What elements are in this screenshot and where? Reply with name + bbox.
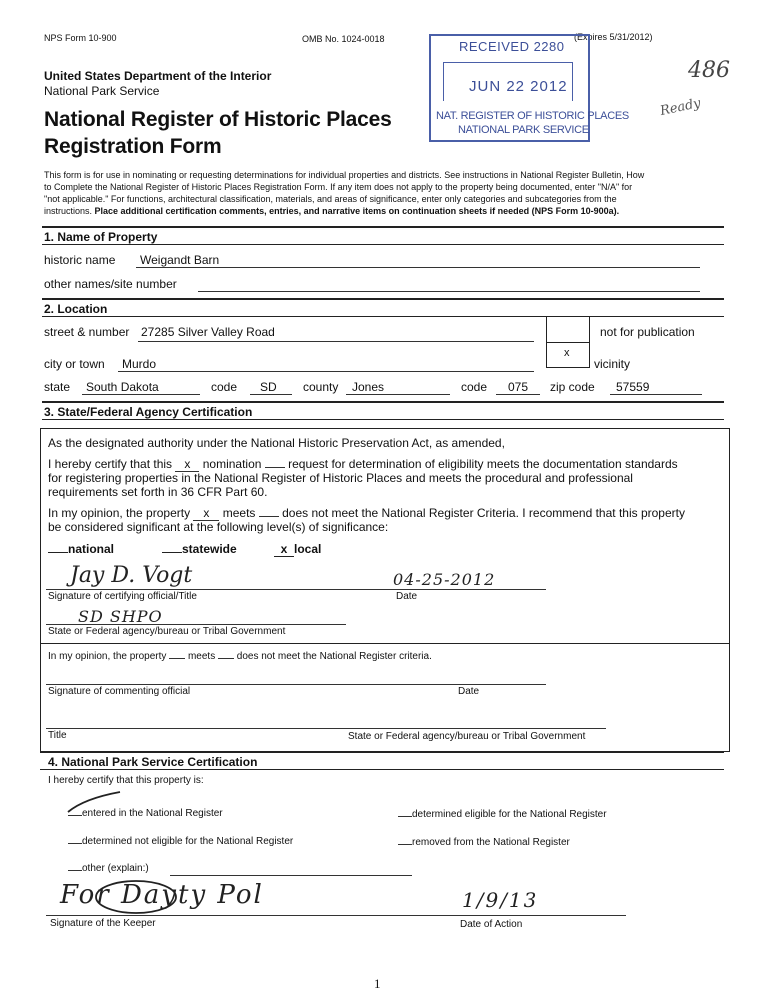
certifying-agency-line xyxy=(46,624,346,625)
certify-request-blank xyxy=(265,467,285,468)
street-line xyxy=(138,341,534,342)
intro-line2: to Complete the National Register of Historic Places Registration Form. If any item does not apply to the property being documented, enter "N/A" for xyxy=(44,182,633,192)
section3-top-rule xyxy=(42,401,724,403)
county-label: county xyxy=(303,380,339,394)
street-label: street & number xyxy=(44,325,130,339)
state-code-line xyxy=(250,394,292,395)
department-name: United States Department of the Interior xyxy=(44,69,272,83)
form-title-line1: National Register of Historic Places xyxy=(44,108,392,131)
removed-label: removed from the National Register xyxy=(412,837,570,848)
entered-label: entered in the National Register xyxy=(82,808,223,819)
certifying-date-label: Date xyxy=(396,591,418,602)
expiration-date: (Expires 5/31/2012) xyxy=(574,32,653,42)
stamp-park-service: NATIONAL PARK SERVICE xyxy=(458,124,589,136)
not-eligible-label: determined not eligible for the National Register xyxy=(82,836,294,847)
certify-post: request for determination of eligibility meets the documentation standards xyxy=(284,457,678,471)
entered-blank xyxy=(68,815,82,816)
section1-bottom-rule xyxy=(42,244,724,245)
street-value: 27285 Silver Valley Road xyxy=(141,325,275,339)
keeper-signature-label: Signature of the Keeper xyxy=(50,918,156,929)
certify-line3: requirements set forth in 36 CFR Part 60. xyxy=(48,485,268,499)
stamp-received: RECEIVED 2280 xyxy=(459,39,565,54)
other-label: other (explain:) xyxy=(82,863,149,874)
section2-top-rule xyxy=(42,298,724,300)
section4-heading: 4. National Park Service Certification xyxy=(48,755,258,769)
commenting-date-label: Date xyxy=(458,686,480,697)
national-blank xyxy=(48,552,68,553)
city-line xyxy=(118,371,534,372)
form-title-line2: Registration Form xyxy=(44,135,222,158)
state-value: South Dakota xyxy=(86,380,159,394)
statewide-blank xyxy=(162,552,182,553)
section1-top-rule xyxy=(42,226,724,228)
certification-divider xyxy=(40,643,729,644)
comment-opinion xyxy=(48,651,432,662)
handwritten-number: 486 xyxy=(688,58,730,83)
other-blank xyxy=(68,870,82,871)
section1-heading: 1. Name of Property xyxy=(44,230,158,244)
stamp-register: NAT. REGISTER OF HISTORIC PLACES xyxy=(436,110,629,122)
publication-checkbox-divider xyxy=(546,342,589,343)
city-label: city or town xyxy=(44,357,105,371)
section2-bottom-rule xyxy=(42,316,724,317)
keeper-signature-line xyxy=(46,915,626,916)
historic-name-line xyxy=(136,267,700,268)
intro-line4-bold: Place additional certification comments, entries, and narrative items on continuation sheets if needed (NPS Form 10-900a). xyxy=(94,206,620,216)
service-name: National Park Service xyxy=(44,84,160,98)
not-eligible-option xyxy=(68,836,293,847)
certifying-agency-label: State or Federal agency/bureau or Tribal Government xyxy=(48,626,286,637)
determined-eligible-option xyxy=(398,809,607,820)
zip-label: zip code xyxy=(550,380,595,394)
certify-line1 xyxy=(48,457,678,472)
zip-line xyxy=(610,394,702,395)
other-explain-line xyxy=(170,875,412,876)
opinion-mid: meets xyxy=(219,506,259,520)
removed-option xyxy=(398,837,570,848)
comment-title-label: Title xyxy=(48,730,67,741)
not-eligible-blank xyxy=(68,843,82,844)
section3-bottom-rule xyxy=(42,419,724,420)
comment-agency-label: State or Federal agency/bureau or Tribal Government xyxy=(348,731,586,742)
commenting-signature-label: Signature of commenting official xyxy=(48,686,191,697)
state-code-value: SD xyxy=(260,380,277,394)
certifying-signature: Jay D. Vogt xyxy=(70,563,193,588)
state-line xyxy=(82,394,200,395)
other-option xyxy=(68,863,149,874)
statewide-label: statewide xyxy=(182,542,237,556)
section4-top-rule xyxy=(40,751,724,753)
handwritten-note: Ready xyxy=(658,95,703,120)
not-for-publication-label: not for publication xyxy=(600,325,695,339)
determined-eligible-label: determined eligible for the National Register xyxy=(412,809,607,820)
action-date-label: Date of Action xyxy=(460,919,523,930)
opinion-pre: In my opinion, the property xyxy=(48,506,194,520)
certifying-agency: SD SHPO xyxy=(78,607,163,626)
opinion-meets-mark: x xyxy=(193,506,219,521)
county-code-value: 075 xyxy=(508,380,529,394)
vicinity-mark: x xyxy=(564,347,570,359)
section2-heading: 2. Location xyxy=(44,302,108,316)
intro-line3: "not applicable." For functions, architectural classification, materials, and areas of significance, enter only categories and subcategories from the xyxy=(44,194,617,204)
authority-text: As the designated authority under the National Historic Preservation Act, as amended, xyxy=(48,436,505,450)
certifying-signature-label: Signature of certifying official/Title xyxy=(48,591,197,602)
intro-line1: This form is for use in nominating or requesting determinations for individual properties and districts. See instructions in National Register Bulletin, How xyxy=(44,170,645,180)
city-value: Murdo xyxy=(122,357,157,371)
certify-pre: I hereby certify that this xyxy=(48,457,176,471)
commenting-signature-line xyxy=(46,684,546,685)
certifying-signature-line xyxy=(46,589,546,590)
local-label: local xyxy=(294,542,322,556)
historic-name-label: historic name xyxy=(44,253,116,267)
keeper-certify-text: I hereby certify that this property is: xyxy=(48,775,204,786)
entered-option xyxy=(68,808,223,819)
comment-opinion-c: does not meet the National Register criteria. xyxy=(233,651,432,662)
comment-meets-blank xyxy=(169,658,185,659)
level-local xyxy=(274,542,321,557)
vicinity-label: vicinity xyxy=(594,357,631,371)
zip-value: 57559 xyxy=(616,380,650,394)
action-date: 1/9/13 xyxy=(462,888,539,912)
county-line xyxy=(346,394,450,395)
certify-line2: for registering properties in the National Register of Historic Places and meets the procedural and professional xyxy=(48,471,633,485)
keeper-signature-loop xyxy=(92,876,182,918)
other-names-label: other names/site number xyxy=(44,277,177,291)
certifying-date: 04-25-2012 xyxy=(393,570,496,589)
intro-line4-text: instructions. xyxy=(44,206,95,216)
comment-opinion-b: meets xyxy=(185,651,218,662)
local-mark: x xyxy=(274,542,294,557)
county-code-label: code xyxy=(461,380,488,394)
intro-line4 xyxy=(44,206,619,216)
section3-heading: 3. State/Federal Agency Certification xyxy=(44,405,253,419)
stamp-date: JUN 22 2012 xyxy=(469,78,568,95)
page-number: 1 xyxy=(374,976,381,991)
omb-number: OMB No. 1024-0018 xyxy=(302,34,385,44)
section4-bottom-rule xyxy=(40,769,724,770)
comment-opinion-a: In my opinion, the property xyxy=(48,651,170,662)
opinion-line1 xyxy=(48,506,685,521)
historic-name-value: Weigandt Barn xyxy=(140,253,220,267)
state-code-label: code xyxy=(211,380,238,394)
removed-blank xyxy=(398,844,412,845)
form-number: NPS Form 10-900 xyxy=(44,33,117,43)
opinion-line2: be considered significant at the following level(s) of significance: xyxy=(48,520,389,534)
other-names-line xyxy=(198,291,700,292)
certify-nomination-mark: x xyxy=(175,457,199,472)
county-code-line xyxy=(496,394,540,395)
opinion-post: does not meet the National Register Criteria. I recommend that this property xyxy=(278,506,685,520)
opinion-not-meet-blank xyxy=(259,516,279,517)
comment-not-meet-blank xyxy=(218,658,234,659)
state-label: state xyxy=(44,380,71,394)
keeper-signature: For Dayty Pol xyxy=(60,880,264,910)
determined-eligible-blank xyxy=(398,816,412,817)
level-statewide xyxy=(162,542,237,556)
comment-title-line xyxy=(46,728,606,729)
certify-mid: nomination xyxy=(199,457,265,471)
level-national xyxy=(48,542,114,556)
county-value: Jones xyxy=(352,380,385,394)
national-label: national xyxy=(68,542,115,556)
